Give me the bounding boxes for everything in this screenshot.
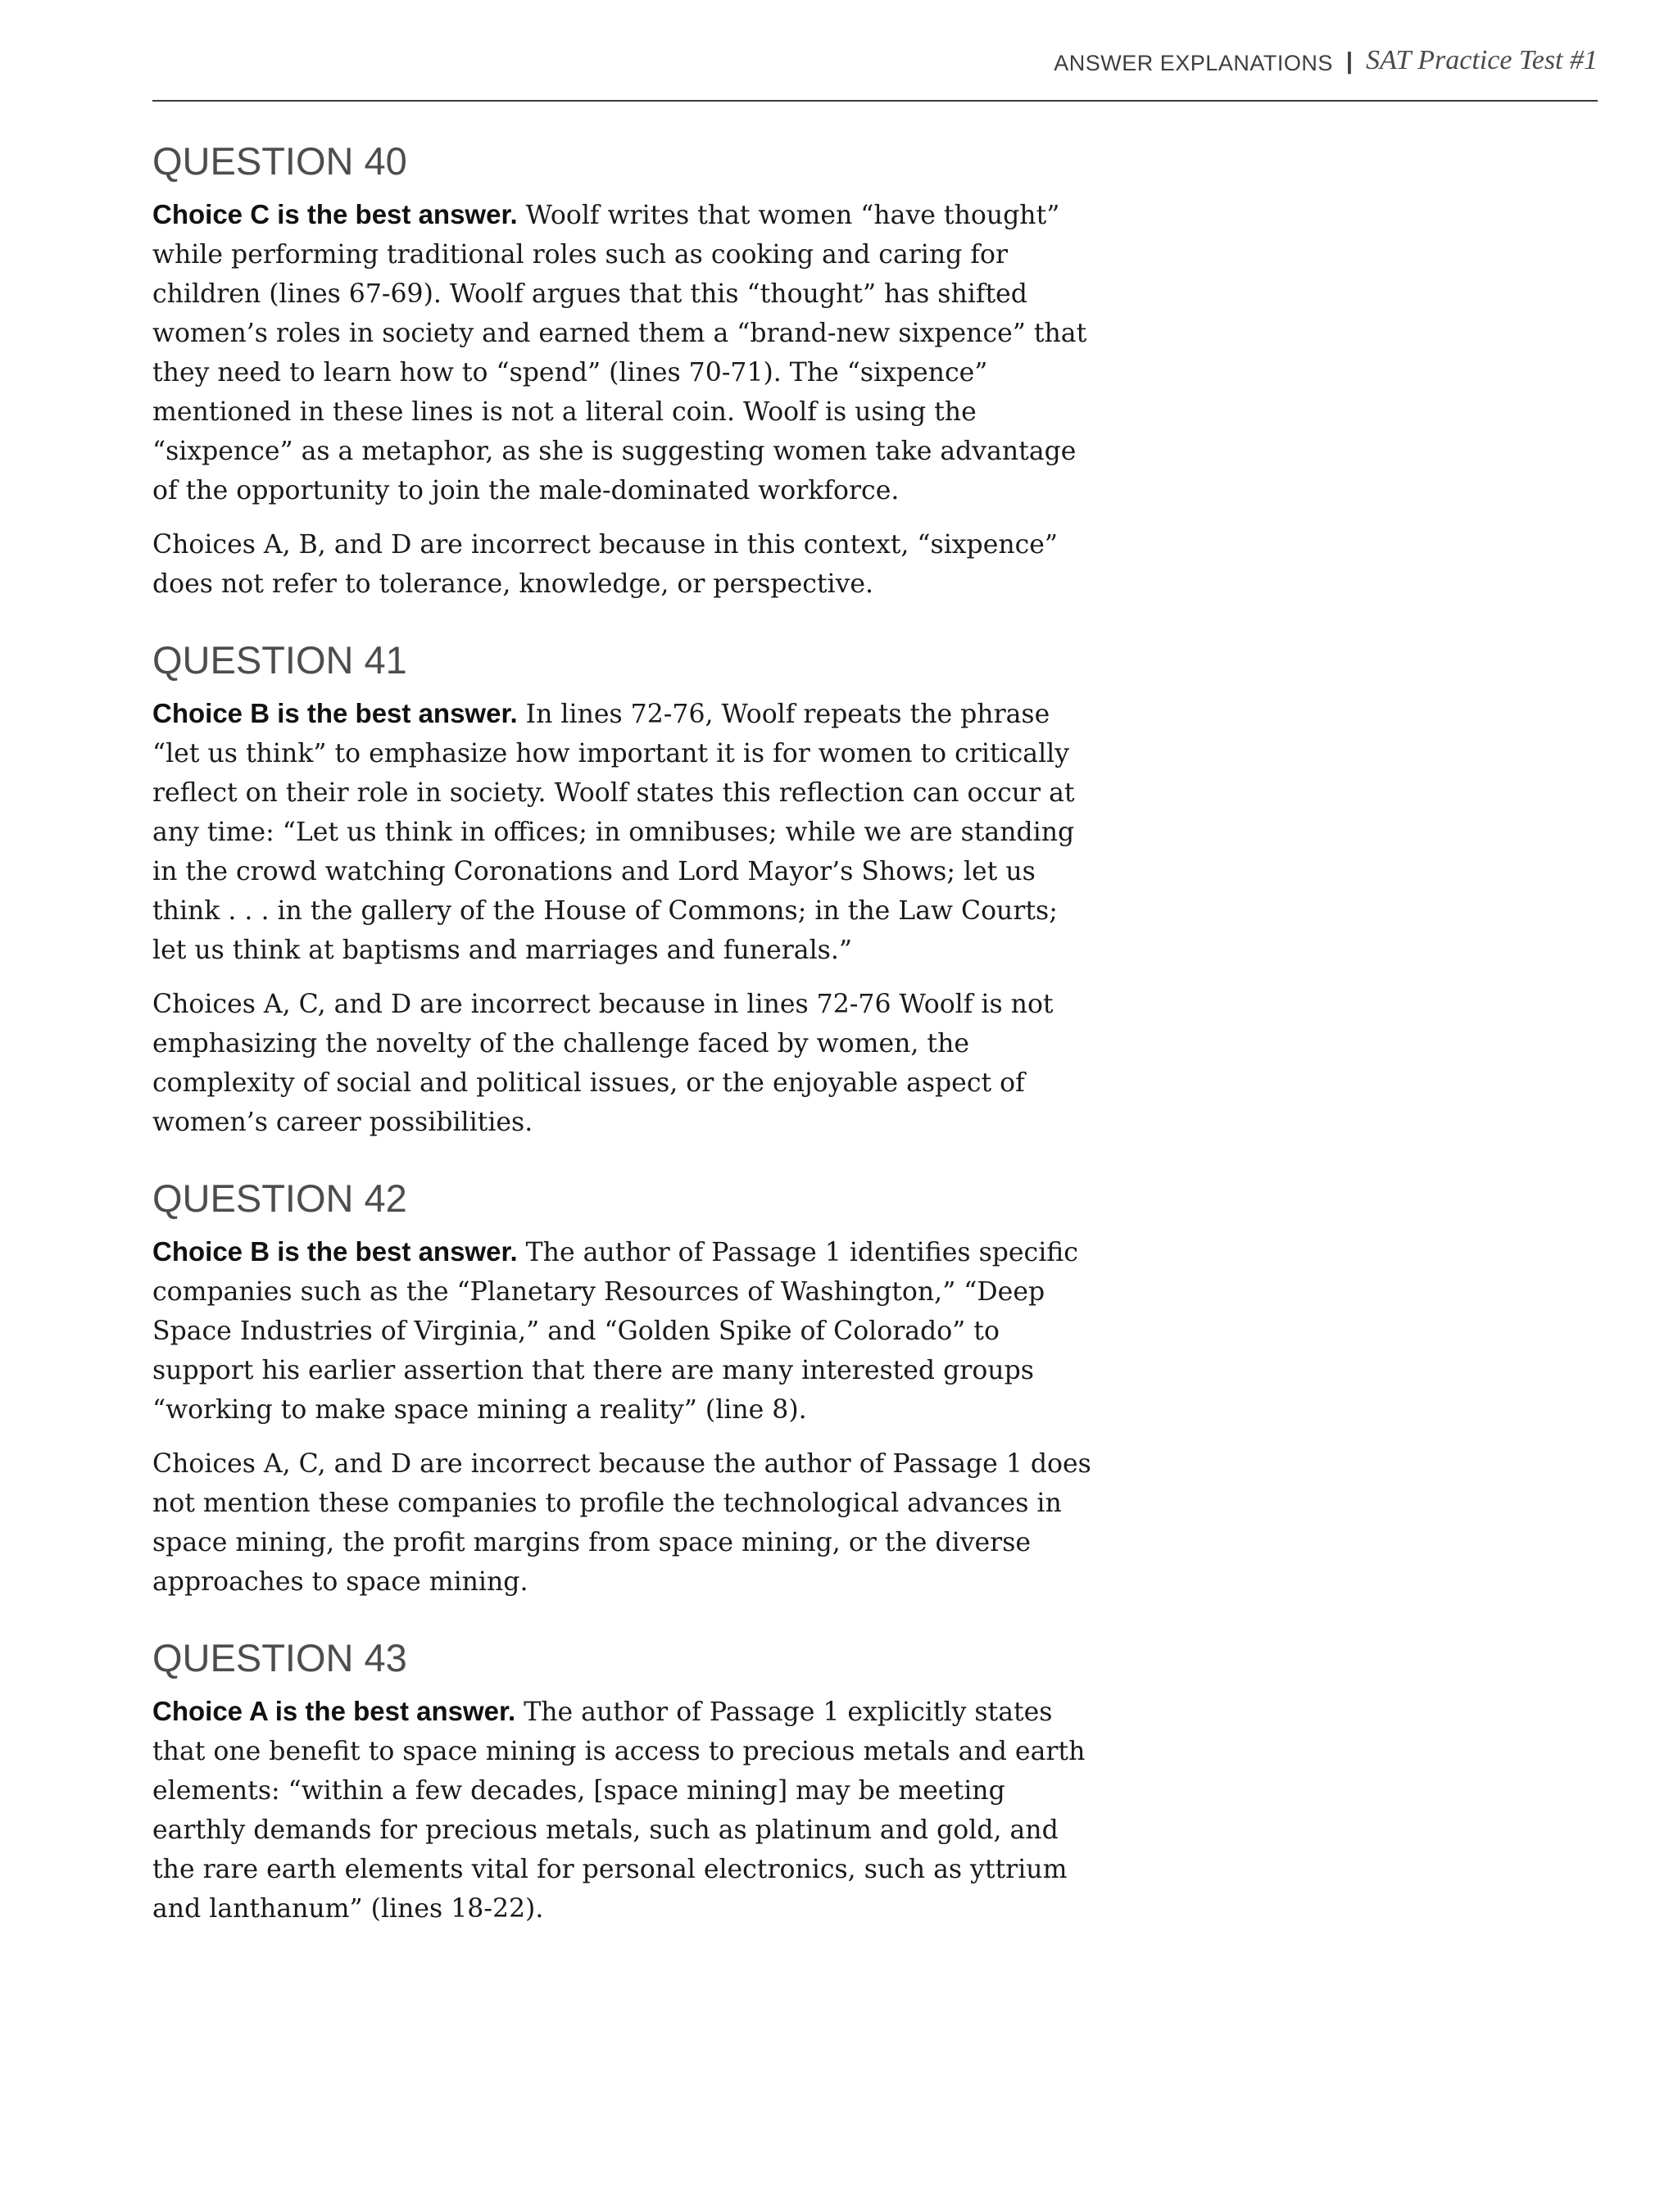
incorrect-choices-explanation: Choices A, C, and D are incorrect because in lines 72-76 Woolf is not emphasizing the novelty of the challenge faced by women, the complexity of social and political issues, or the enjoyable aspect of women’s career possibilities. [152,990,1054,1138]
explanation-text: Woolf writes that women “have thought” while performing traditional roles such as cooking and caring for children (lines 67-69). Woolf argues that this “thought” has shifted women’s roles in society and earned them a “brand-new sixpence” that they need to learn how to “spend” (lines 70-71). The “sixpence” mentioned in these lines is not a literal coin. Woolf is using the “sixpence” as a metaphor, as she is suggesting women take advantage of the opportunity to join the male-dominated workforce. [152,201,1087,506]
question-heading: QUESTION 40 [152,139,407,183]
main-content [152,139,1095,1963]
question-41 [152,638,1095,1142]
best-answer-explanation [152,1692,1095,1929]
question-heading: QUESTION 41 [152,638,407,682]
best-answer-lead: Choice B is the best answer. [152,1236,518,1267]
question-40 [152,139,1095,604]
question-heading: QUESTION 42 [152,1176,407,1221]
best-answer-explanation [152,1232,1095,1430]
best-answer-explanation [152,694,1095,970]
header-separator: | [1345,48,1353,75]
incorrect-choices-explanation: Choices A, B, and D are incorrect because in this context, “sixpence” does not refer to tolerance, knowledge, or perspective. [152,530,1059,600]
question-heading: QUESTION 43 [152,1636,407,1680]
best-answer-lead: Choice B is the best answer. [152,698,518,729]
incorrect-choices-explanation: Choices A, C, and D are incorrect because the author of Passage 1 does not mention these companies to profile the technological advances in space mining, the profit margins from space mining, or the diverse approaches to space mining. [152,1449,1091,1598]
best-answer-explanation [152,195,1095,510]
question-43 [152,1636,1095,1929]
test-title: SAT Practice Test #1 [1365,45,1598,75]
best-answer-lead: Choice C is the best answer. [152,199,518,230]
explanation-text: The author of Passage 1 identifies specific companies such as the “Planetary Resources of Washington,” “Deep Space Industries of Virginia,” and “Golden Spike of Colorado” to support his earlier assertion that there are many interested groups “working to make space mining a reality” (line 8). [152,1238,1078,1426]
question-42 [152,1176,1095,1602]
page-header [152,43,1598,102]
explanation-text: In lines 72-76, Woolf repeats the phrase “let us think” to emphasize how important it is for women to critically reflect on their role in society. Woolf states this reflection can occur at any time: “Let us think in offices; in omnibuses; while we are standing in the crowd watching Coronations and Lord Mayor’s Shows; let us think . . . in the gallery of the House of Commons; in the Law Courts; let us think at baptisms and marriages and funerals.” [152,700,1075,966]
section-label: ANSWER EXPLANATIONS [1054,51,1333,75]
best-answer-lead: Choice A is the best answer. [152,1696,516,1727]
explanation-text: The author of Passage 1 explicitly states that one benefit to space mining is access to precious metals and earth elements: “within a few decades, [space mining] may be meeting earthly demands for precious metals, such as platinum and gold, and the rare earth elements vital for personal electronics, such as yttrium and lanthanum” (lines 18-22). [152,1698,1086,1924]
